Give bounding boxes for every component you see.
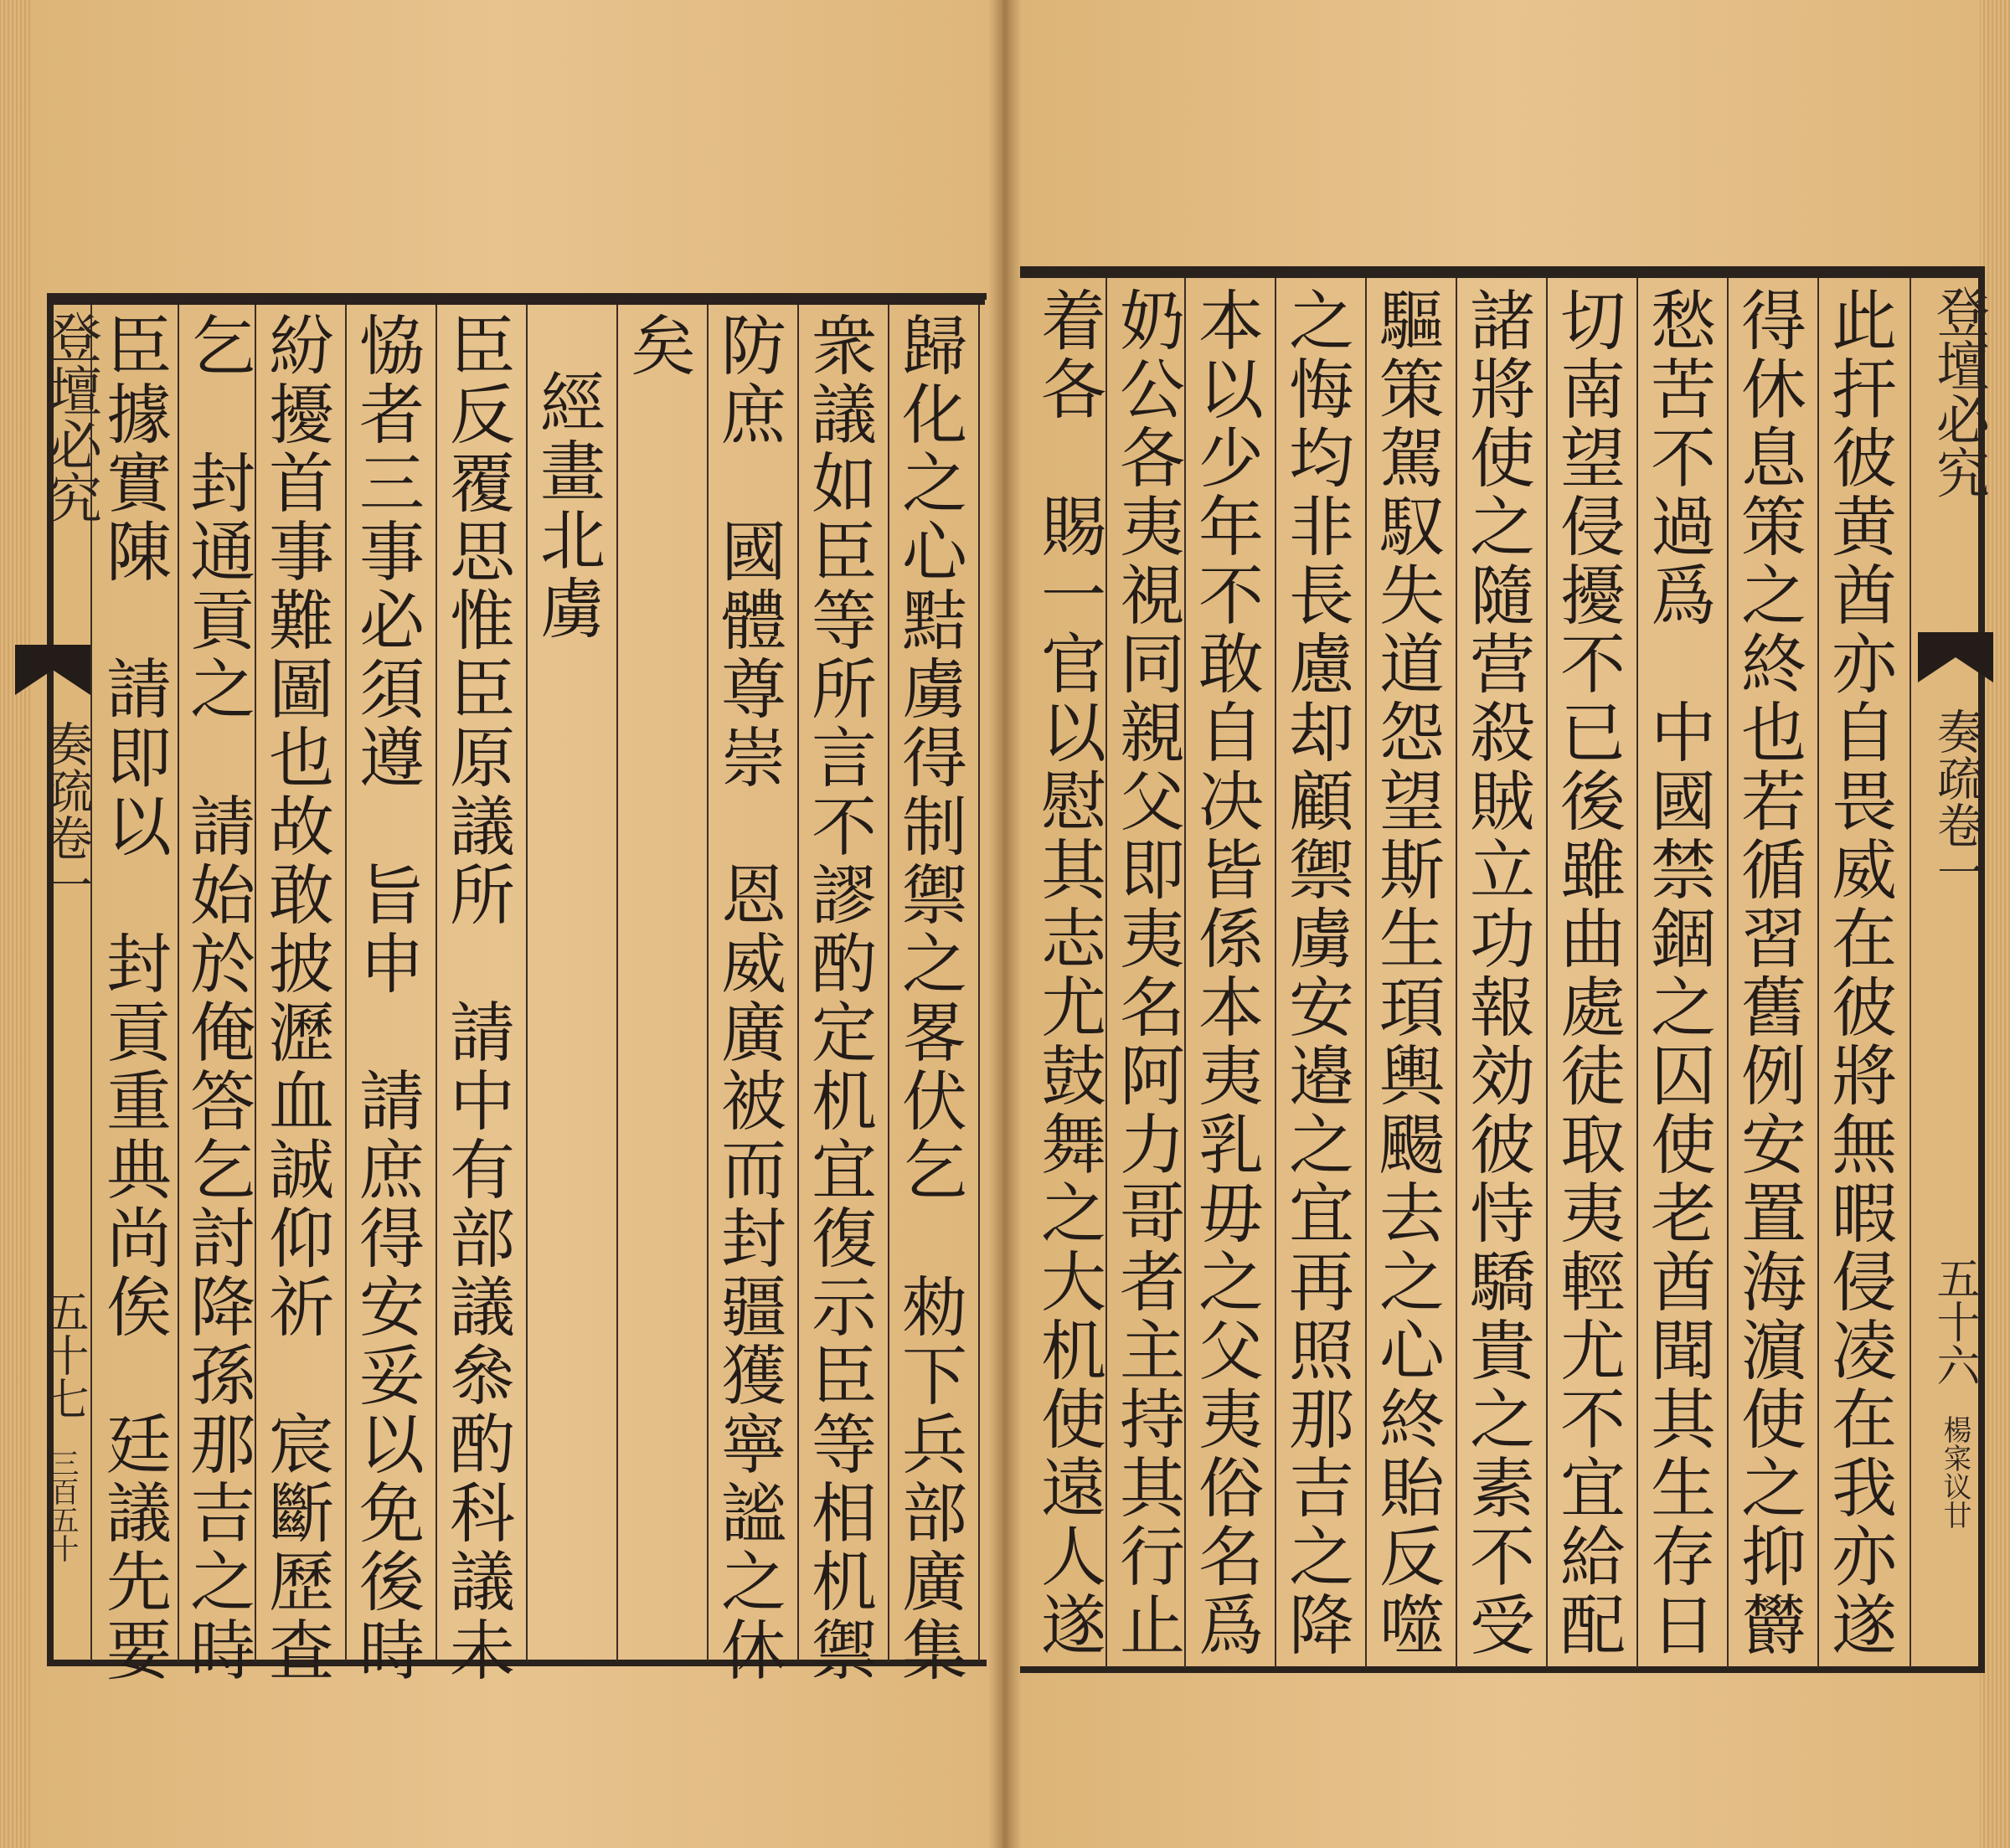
right-fishtail-icon	[1918, 632, 1993, 682]
text-column: 之悔均非長慮却顧禦虜安邉之宜再照那吉之降	[1278, 286, 1353, 1660]
left-banxin-title: 登壇必究	[39, 310, 101, 524]
right-banxin-rule	[1910, 278, 1911, 1668]
right-banxin-volume: 奏疏卷一	[1930, 708, 1984, 895]
left-top-rule	[47, 293, 985, 305]
text-column: 歸化之心黠虜得制禦之畧伏乞 勑下兵部廣集	[891, 311, 966, 1685]
text-column: 此扞彼黄酋亦自畏威在彼將無暇侵凌在我亦遂	[1821, 286, 1896, 1660]
page-edges-left	[0, 0, 30, 1848]
column-rule	[1275, 278, 1276, 1668]
left-banxin-volume: 奏疏卷一	[39, 720, 93, 908]
column-rule	[1817, 278, 1819, 1668]
column-rule	[1546, 278, 1548, 1668]
text-column: 切南望侵擾不已後雖曲處徒取夷輕尤不宜給配	[1549, 286, 1625, 1660]
text-column: 着各 賜一官以慰其志尤鼓舞之大机使遠人遂	[1030, 286, 1106, 1660]
text-column: 得休息策之終也若循習舊例安置海濵使之抑欝	[1730, 286, 1806, 1660]
column-rule	[616, 305, 618, 1661]
column-rule	[1456, 278, 1457, 1668]
text-column: 衆議如臣等所言不謬酌定机宜復示臣等相机禦	[801, 311, 876, 1685]
column-rule	[797, 305, 799, 1661]
column-rule	[1727, 278, 1729, 1668]
left-fishtail-icon	[15, 645, 90, 695]
right-top-rule	[1020, 266, 1985, 278]
left-banxin-note: 三百五十	[45, 1449, 79, 1562]
text-column: 紛擾首事難圖也故敢披瀝血誠仰祈 宸斷歷査	[258, 311, 333, 1685]
text-column: 防庶 國體尊崇 恩威廣被而封疆獲寧謐之休	[710, 311, 786, 1685]
column-rule	[255, 305, 256, 1661]
section-heading: 經畫北虜	[529, 368, 605, 643]
column-rule	[526, 305, 528, 1661]
text-column: 諸將使之隨营殺賊立功報効彼恃驕貴之素不受	[1459, 286, 1534, 1660]
column-rule	[888, 305, 889, 1661]
text-column: 臣據實陳 請即以 封貢重典尚俟 廷議先要	[95, 311, 171, 1685]
text-column: 本以少年不敢自决皆係本夷乳毋之父夷俗名爲	[1188, 286, 1263, 1660]
column-rule	[707, 305, 709, 1661]
text-column: 恊者三事必須遵 旨申 請庶得安妥以免後時	[348, 311, 424, 1685]
column-rule	[1365, 278, 1367, 1668]
book-gutter	[988, 0, 1022, 1848]
column-rule	[1636, 278, 1638, 1668]
column-rule	[345, 305, 347, 1661]
column-rule	[1184, 278, 1186, 1668]
text-column: 臣反覆思惟臣原議所 請中有部議叅酌科議未	[439, 311, 514, 1685]
right-banxin-note: 楊寀议廿	[1938, 1415, 1971, 1529]
text-column: 矣	[620, 311, 695, 380]
column-rule	[1106, 278, 1107, 1668]
right-page-number: 五十六	[1929, 1256, 1979, 1387]
text-column: 乞 封通貢之 請始於俺答乞討降孫那吉之時	[179, 311, 255, 1685]
left-col-rule	[978, 305, 980, 1661]
text-column: 奶公各夷視同親父即夷名阿力哥者主持其行止	[1109, 286, 1184, 1660]
text-column: 愁苦不過爲 中國禁錮之囚使老酋聞其生存日	[1640, 286, 1715, 1660]
column-rule	[178, 305, 179, 1661]
right-banxin-title: 登壇必究	[1927, 285, 1989, 499]
text-column: 驅策駕馭失道怨望斯生頊輿颺去之心終貽反噬	[1368, 286, 1444, 1660]
column-rule	[436, 305, 437, 1661]
left-page-number: 五十七	[38, 1289, 88, 1420]
